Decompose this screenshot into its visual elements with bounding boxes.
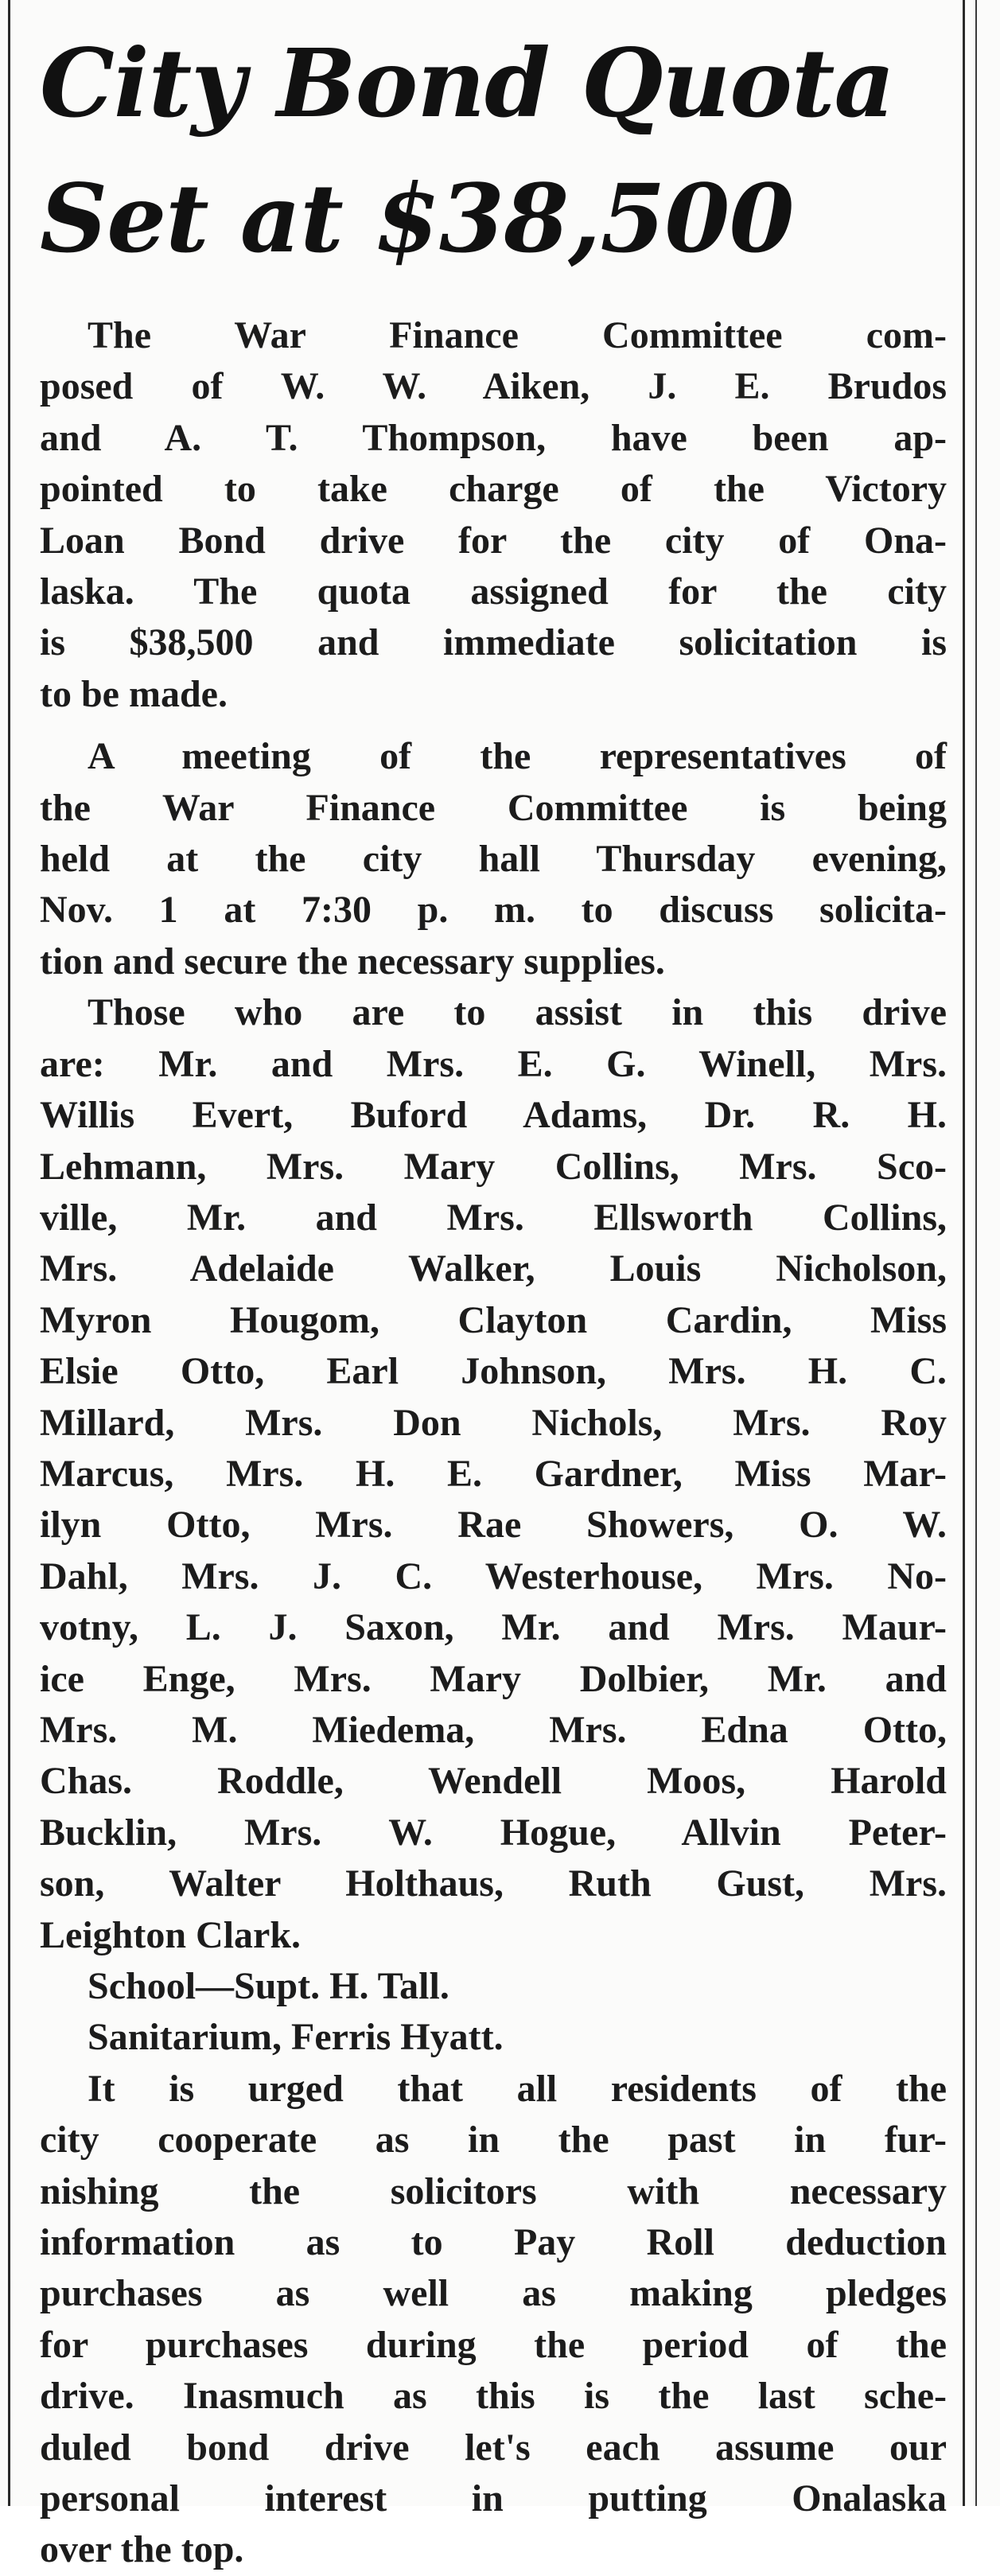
text-line: Mrs. Adelaide Walker, Louis Nicholson, [40, 1247, 947, 1290]
text-line: to be made. [40, 672, 228, 715]
paragraph-sanitarium [40, 2012, 947, 2063]
column-rule-left [8, 0, 10, 2506]
text-line: A meeting of the representatives of [88, 735, 947, 778]
text-line: for purchases during the period of the [40, 2323, 947, 2366]
text-line: laska. The quota assigned for the city [40, 570, 947, 613]
text-line: ice Enge, Mrs. Mary Dolbier, Mr. and [40, 1657, 947, 1700]
text-line: ville, Mr. and Mrs. Ellsworth Collins, [40, 1196, 947, 1239]
column-rule-right [963, 0, 965, 2506]
paragraph-meeting [40, 731, 947, 987]
text-line: duled bond drive let's each assume our [40, 2426, 947, 2469]
text-line: personal interest in putting Onalaska [40, 2477, 947, 2520]
text-line: votny, L. J. Saxon, Mr. and Mrs. Maur- [40, 1606, 947, 1649]
paragraph-committee [40, 310, 947, 720]
text-line: Those who are to assist in this drive [88, 991, 947, 1034]
headline [40, 16, 947, 286]
text-line: son, Walter Holthaus, Ruth Gust, Mrs. [40, 1862, 947, 1905]
text-line: School—Supt. H. Tall. [88, 1965, 449, 2007]
text-line: Loan Bond drive for the city of Ona- [40, 519, 947, 562]
paragraph-school [40, 1961, 947, 2012]
headline-line-2: Set at $38,500 [40, 163, 794, 274]
text-line: It is urged that all residents of the [88, 2067, 947, 2110]
text-line: over the top. [40, 2528, 244, 2571]
text-line: city cooperate as in the past in fur- [40, 2119, 947, 2162]
text-line: Dahl, Mrs. J. C. Westerhouse, Mrs. No- [40, 1555, 947, 1597]
text-line: Bucklin, Mrs. W. Hogue, Allvin Peter- [40, 1811, 947, 1854]
text-line: Chas. Roddle, Wendell Moos, Harold [40, 1760, 947, 1803]
text-line: Elsie Otto, Earl Johnson, Mrs. H. C. [40, 1350, 947, 1393]
text-line: Mrs. M. Miedema, Mrs. Edna Otto, [40, 1708, 947, 1751]
text-line: Myron Hougom, Clayton Cardin, Miss [40, 1298, 947, 1341]
text-line: Nov. 1 at 7:30 p. m. to discuss solicita- [40, 889, 947, 932]
text-line: information as to Pay Roll deduction [40, 2221, 947, 2264]
text-line: posed of W. W. Aiken, J. E. Brudos [40, 365, 947, 408]
text-line: and A. T. Thompson, have been ap- [40, 416, 947, 459]
text-line: tion and secure the necessary supplies. [40, 940, 665, 983]
article-body [40, 310, 947, 2576]
text-line: The War Finance Committee com- [88, 314, 947, 356]
text-line: is $38,500 and immediate solicitation is [40, 621, 947, 664]
text-line: nishing the solicitors with necessary [40, 2169, 947, 2212]
text-line: ilyn Otto, Mrs. Rae Showers, O. W. [40, 1504, 947, 1547]
text-line: Millard, Mrs. Don Nichols, Mrs. Roy [40, 1401, 947, 1444]
paragraph-appeal [40, 2064, 947, 2576]
headline-line-1: City Bond Quota [40, 28, 894, 138]
text-line: Willis Evert, Buford Adams, Dr. R. H. [40, 1094, 947, 1137]
text-line: purchases as well as making pledges [40, 2272, 947, 2315]
text-line: drive. Inasmuch as this is the last sche- [40, 2375, 947, 2418]
text-line: Marcus, Mrs. H. E. Gardner, Miss Mar- [40, 1452, 947, 1495]
text-line: pointed to take charge of the Victory [40, 468, 947, 511]
text-line: Lehmann, Mrs. Mary Collins, Mrs. Sco- [40, 1145, 947, 1188]
column-rule-right-outer [975, 0, 977, 2506]
text-line: Leighton Clark. [40, 1913, 302, 1956]
text-line: held at the city hall Thursday evening, [40, 838, 947, 881]
text-line: are: Mr. and Mrs. E. G. Winell, Mrs. [40, 1042, 947, 1085]
article [40, 16, 947, 2576]
text-line: the War Finance Committee is being [40, 786, 947, 829]
text-line: Sanitarium, Ferris Hyatt. [88, 2016, 504, 2059]
paragraph-assistants [40, 987, 947, 1961]
